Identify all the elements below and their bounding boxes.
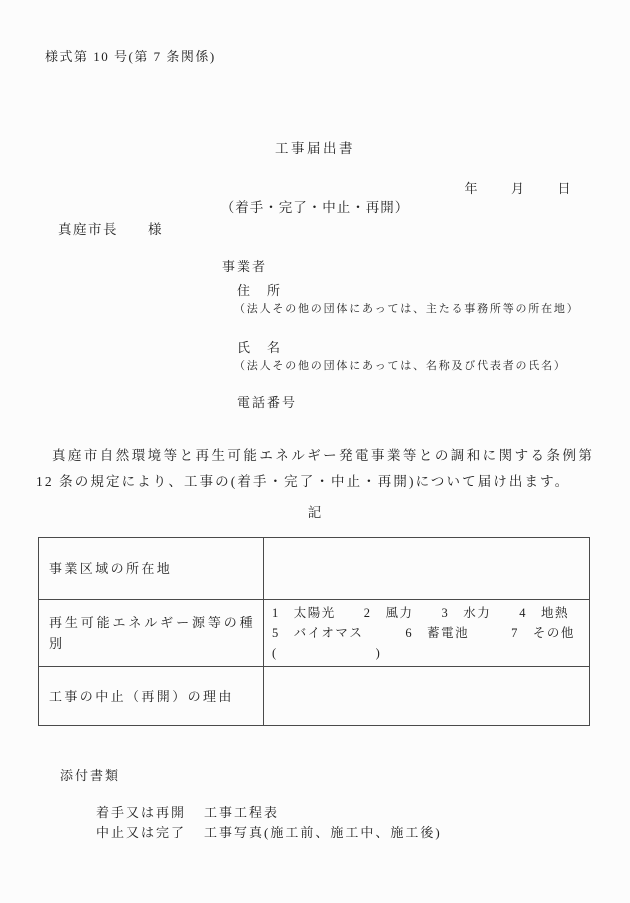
applicant-phone-label: 電話番号 — [237, 395, 298, 410]
form-table — [38, 537, 590, 726]
attachments-heading: 添付書類 — [60, 768, 121, 783]
business-area-label: 事業区域の所在地 — [39, 538, 264, 600]
energy-source-options — [264, 600, 590, 667]
table-row-business-area — [39, 538, 590, 600]
page-subtitle: （着手・完了・中止・再開） — [220, 200, 410, 215]
energy-source-options-line1: 1 太陽光 2 風力 3 水力 4 地熱 — [272, 606, 570, 620]
energy-source-options-line2: 5 バイオマス 6 蓄電池 7 その他 — [272, 626, 575, 640]
date-line: 年 月 日 — [464, 181, 573, 196]
suspension-reason-value-field — [264, 667, 590, 726]
attachment-condition: 着手又は再開 — [96, 805, 187, 820]
suspension-reason-label: 工事の中止（再開）の理由 — [39, 667, 264, 726]
attachment-item-suspend-complete — [75, 806, 442, 857]
attachment-document: 工事工程表 — [204, 805, 280, 820]
page-title: 工事届出書 — [275, 141, 355, 156]
applicant-address-label: 住 所 — [237, 283, 283, 298]
attachment-document: 工事写真(施工前、施工中、施工後) — [204, 825, 442, 840]
section-marker: 記 — [307, 505, 323, 520]
form-number: 様式第 10 号(第 7 条関係) — [45, 49, 216, 64]
addressee: 真庭市長 様 — [58, 222, 163, 237]
table-row-energy-source — [39, 600, 590, 667]
energy-source-label: 再生可能エネルギー源等の種別 — [39, 600, 264, 667]
attachment-condition: 中止又は完了 — [96, 825, 187, 840]
applicant-name-label: 氏 名 — [237, 340, 283, 355]
body-paragraph: 真庭市自然環境等と再生可能エネルギー発電事業等との調和に関する条例第 12 条の規定により、工事の(着手・完了・中止・再開)について届け出ます。 — [36, 448, 594, 489]
energy-source-other-field: ( ) — [272, 646, 382, 660]
business-area-value-field — [264, 538, 590, 600]
applicant-name-note: （法人その他の団体にあっては、名称及び代表者の氏名） — [234, 360, 567, 372]
applicant-address-note: （法人その他の団体にあっては、主たる事務所等の所在地） — [234, 303, 580, 315]
table-row-suspension-reason — [39, 667, 590, 726]
applicant-heading: 事業者 — [222, 259, 268, 274]
